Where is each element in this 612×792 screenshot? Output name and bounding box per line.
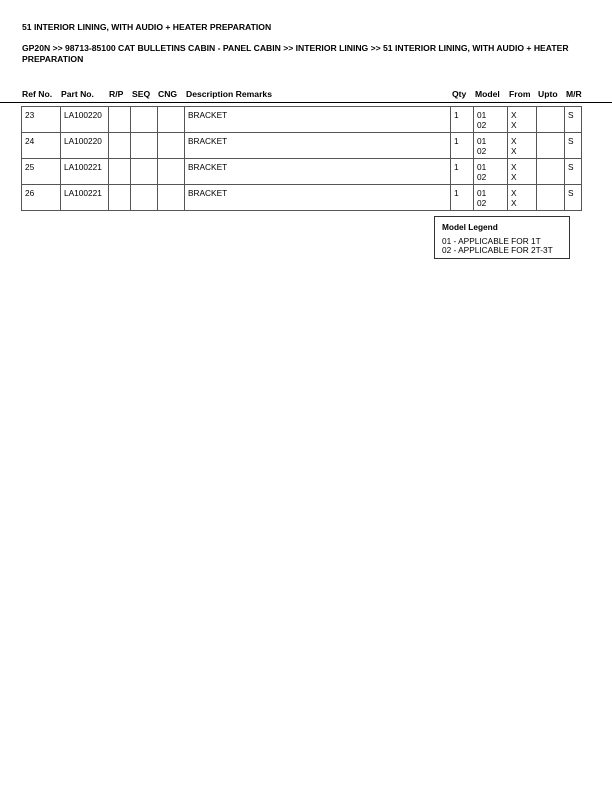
cell-seq [131, 185, 158, 211]
cell-model-text: 01 [477, 110, 487, 120]
legend-item: 01 - APPLICABLE FOR 1T [442, 236, 541, 246]
col-header-seq: SEQ [132, 89, 151, 99]
cell-upto [537, 133, 565, 159]
cell-qty [451, 133, 474, 159]
cell-from-text: X [511, 146, 517, 157]
cell-upto [537, 107, 565, 133]
cell-model-text: 01 [477, 188, 487, 198]
cell-mr-text: S [568, 162, 574, 172]
parts-table [21, 106, 582, 211]
cell-rp [109, 185, 131, 211]
cell-ref-no-text: 25 [25, 162, 35, 172]
cell-ref-no [22, 107, 61, 133]
col-header-model: Model [475, 89, 500, 99]
cell-mr [565, 185, 582, 211]
cell-qty-text: 1 [454, 162, 459, 172]
cell-part-no-text: LA100220 [64, 110, 102, 120]
cell-ref-no [22, 133, 61, 159]
cell-description-text: BRACKET [188, 188, 228, 198]
cell-part-no-text: LA100220 [64, 136, 102, 146]
cell-qty [451, 185, 474, 211]
cell-model-text: 02 [477, 172, 487, 183]
cell-model-text: 02 [477, 198, 487, 209]
cell-mr [565, 107, 582, 133]
cell-mr-text: S [568, 188, 574, 198]
cell-upto [537, 185, 565, 211]
cell-ref-no [22, 159, 61, 185]
cell-description-text: BRACKET [188, 162, 228, 172]
cell-part-no [61, 185, 109, 211]
col-header-from: From [509, 89, 531, 99]
cell-qty [451, 107, 474, 133]
cell-mr [565, 133, 582, 159]
cell-model [474, 159, 508, 185]
cell-cng [158, 185, 185, 211]
cell-description [185, 133, 451, 159]
cell-from-text: X [511, 120, 517, 131]
table-row [22, 159, 582, 185]
cell-part-no [61, 107, 109, 133]
cell-qty-text: 1 [454, 110, 459, 120]
cell-from [508, 159, 537, 185]
cell-from [508, 185, 537, 211]
col-header-desc: Description Remarks [186, 89, 272, 99]
legend-title: Model Legend [442, 222, 498, 232]
cell-model-text: 02 [477, 120, 487, 131]
cell-part-no-text: LA100221 [64, 162, 102, 172]
cell-from-text: X [511, 188, 517, 198]
cell-qty [451, 159, 474, 185]
col-header-part: Part No. [61, 89, 94, 99]
cell-upto [537, 159, 565, 185]
cell-description [185, 185, 451, 211]
legend-item: 02 - APPLICABLE FOR 2T-3T [442, 245, 553, 255]
table-row [22, 107, 582, 133]
breadcrumb: GP20N >> 98713-85100 CAT BULLETINS CABIN - PANEL CABIN >> INTERIOR LINING >> 51 INTERIOR LINING, WITH AUDIO + HEATER PREPARATION [22, 43, 569, 64]
cell-seq [131, 107, 158, 133]
cell-part-no [61, 133, 109, 159]
cell-from-text: X [511, 162, 517, 172]
col-header-qty: Qty [452, 89, 467, 99]
col-header-cng: CNG [158, 89, 178, 99]
cell-model-text: 01 [477, 162, 487, 172]
cell-from-text: X [511, 198, 517, 209]
cell-from [508, 107, 537, 133]
cell-model [474, 107, 508, 133]
col-header-ref: Ref No. [22, 89, 53, 99]
cell-model [474, 185, 508, 211]
cell-from-text: X [511, 172, 517, 183]
cell-rp [109, 133, 131, 159]
cell-ref-no-text: 26 [25, 188, 35, 198]
cell-qty-text: 1 [454, 188, 459, 198]
col-header-upto: Upto [538, 89, 558, 99]
cell-cng [158, 133, 185, 159]
cell-rp [109, 107, 131, 133]
cell-model-text: 01 [477, 136, 487, 146]
cell-seq [131, 159, 158, 185]
cell-description-text: BRACKET [188, 110, 228, 120]
cell-rp [109, 159, 131, 185]
cell-qty-text: 1 [454, 136, 459, 146]
page-title: 51 INTERIOR LINING, WITH AUDIO + HEATER PREPARATION [22, 22, 272, 32]
cell-mr [565, 159, 582, 185]
cell-description [185, 159, 451, 185]
cell-cng [158, 107, 185, 133]
col-header-rp: R/P [109, 89, 124, 99]
cell-from [508, 133, 537, 159]
col-header-mr: M/R [566, 89, 582, 99]
cell-description-text: BRACKET [188, 136, 228, 146]
table-row [22, 185, 582, 211]
cell-part-no [61, 159, 109, 185]
cell-mr-text: S [568, 110, 574, 120]
cell-from-text: X [511, 110, 517, 120]
cell-ref-no-text: 23 [25, 110, 35, 120]
cell-mr-text: S [568, 136, 574, 146]
table-row [22, 133, 582, 159]
cell-model-text: 02 [477, 146, 487, 157]
cell-part-no-text: LA100221 [64, 188, 102, 198]
cell-cng [158, 159, 185, 185]
header-divider [0, 102, 612, 103]
cell-description [185, 107, 451, 133]
cell-model [474, 133, 508, 159]
cell-ref-no-text: 24 [25, 136, 35, 146]
cell-seq [131, 133, 158, 159]
cell-from-text: X [511, 136, 517, 146]
model-legend [434, 216, 570, 259]
cell-ref-no [22, 185, 61, 211]
